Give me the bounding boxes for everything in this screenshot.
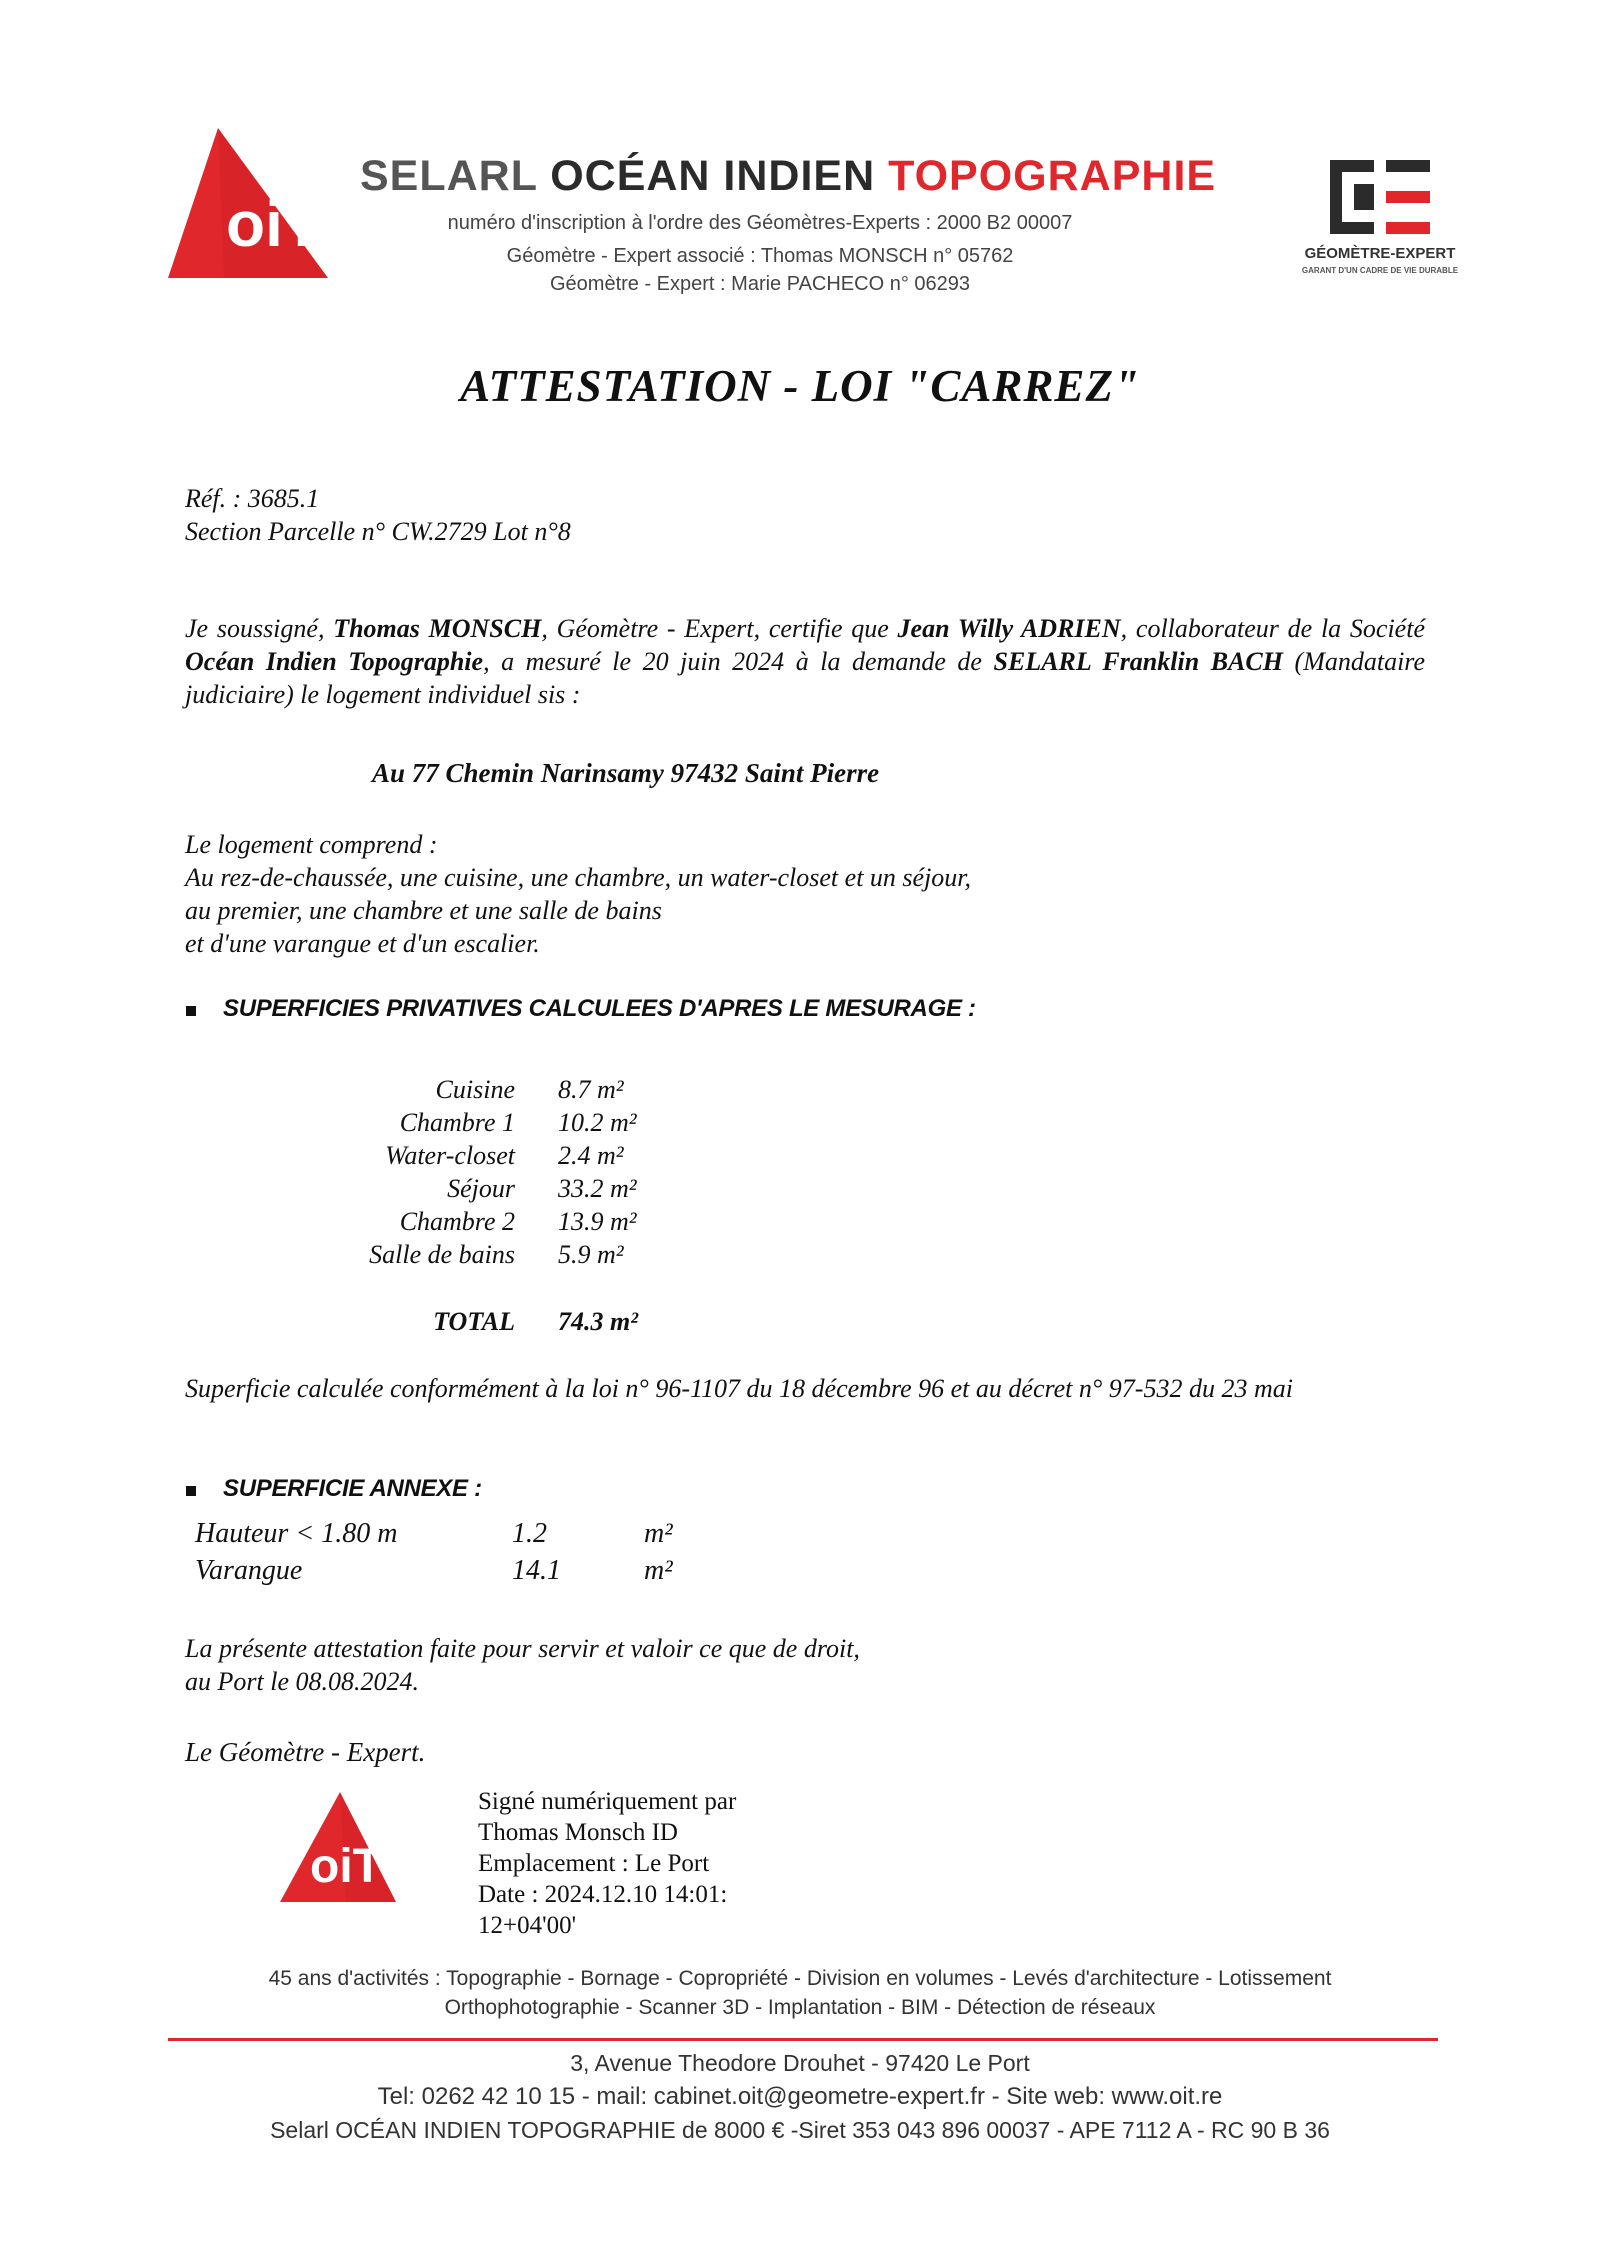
- signature-line: Signé numériquement par: [478, 1788, 737, 1815]
- parcel-section: Section Parcelle n° CW.2729 Lot n°8: [185, 517, 571, 546]
- total-label: TOTAL: [433, 1307, 515, 1336]
- oit-logo-icon: [268, 1790, 398, 1912]
- company-prefix: SELARL: [360, 152, 538, 200]
- reference-number: Réf. : 3685.1: [185, 484, 320, 513]
- company-name: Océan Indien Topographie: [185, 647, 484, 676]
- room-area: 8.7 m²: [558, 1075, 624, 1104]
- room-label: Water-closet: [385, 1141, 515, 1170]
- geometre-expert-logo-icon: [1330, 160, 1430, 234]
- logo-text: oiT: [226, 188, 322, 260]
- footer-activities: 45 ans d'activités : Topographie - Bornage - Copropriété - Division en volumes - Levés d'architecture - Lotissement: [268, 1967, 1332, 1990]
- bullet-icon: [186, 1006, 196, 1016]
- geometre-expert-caption: GÉOMÈTRE-EXPERT: [1304, 245, 1456, 262]
- room-label: Chambre 2: [399, 1207, 515, 1236]
- expert-name: Thomas MONSCH: [333, 614, 542, 643]
- annex-label: Varangue: [195, 1555, 303, 1586]
- legal-reference: Superficie calculée conformément à la loi n° 96-1107 du 18 décembre 96 et au décret n° 97-532 du 23 mai: [185, 1374, 1293, 1403]
- property-address: Au 77 Chemin Narinsamy 97432 Saint Pierre: [372, 758, 880, 788]
- composition-line: Au rez-de-chaussée, une cuisine, une chambre, un water-closet et un séjour,: [185, 863, 972, 892]
- certification-paragraph: Je soussigné, Thomas MONSCH, Géomètre - Expert, certifie que Jean Willy ADRIEN, collaborateur de la Société Océan Indien Topographie, a mesuré le 20 juin 2024 à la demande de SELARL Franklin BACH (Mandataire judiciaire) le logement individuel sis :: [185, 614, 1425, 709]
- room-label: Salle de bains: [369, 1240, 515, 1269]
- room-area: 5.9 m²: [558, 1240, 624, 1269]
- room-area: 13.9 m²: [558, 1207, 637, 1236]
- private-surfaces-heading: SUPERFICIES PRIVATIVES CALCULEES D'APRES LE MESURAGE :: [223, 995, 976, 1022]
- geometre-expert-tagline: GARANT D'UN CADRE DE VIE DURABLE: [1301, 266, 1459, 275]
- annex-value: 1.2: [512, 1518, 547, 1549]
- composition-line: Le logement comprend :: [185, 830, 438, 859]
- collaborator-name: Jean Willy ADRIEN: [897, 614, 1121, 643]
- signature-line: Emplacement : Le Port: [478, 1850, 710, 1877]
- composition-line: au premier, une chambre et une salle de bains: [185, 896, 662, 925]
- document-title: ATTESTATION - LOI "CARREZ": [460, 361, 1140, 411]
- annex-label: Hauteur < 1.80 m: [195, 1518, 398, 1549]
- footer-activities-2: Orthophotographie - Scanner 3D - Implantation - BIM - Détection de réseaux: [444, 1996, 1156, 2019]
- annex-unit: m²: [644, 1518, 673, 1549]
- footer-legal: Selarl OCÉAN INDIEN TOPOGRAPHIE de 8000 € -Siret 353 043 896 00037 - APE 7112 A - RC 90 B 36: [270, 2117, 1330, 2143]
- digital-signature-block: [478, 1786, 736, 1941]
- signature-line: 12+04'00': [478, 1912, 577, 1939]
- annex-unit: m²: [644, 1555, 673, 1586]
- signature-line: Date : 2024.12.10 14:01:: [478, 1881, 728, 1908]
- associate-line: Géomètre - Expert associé : Thomas MONSCH n° 05762: [506, 245, 1014, 267]
- company-name-part1: OCÉAN INDIEN: [550, 152, 876, 200]
- room-label: Chambre 1: [399, 1108, 515, 1137]
- registration-line: numéro d'inscription à l'ordre des Géomètres-Experts : 2000 B2 00007: [447, 212, 1073, 234]
- signature-line: Thomas Monsch ID: [478, 1819, 678, 1846]
- oit-logo-icon: [168, 128, 328, 278]
- room-label: Séjour: [447, 1174, 515, 1203]
- signer-title: Le Géomètre - Expert.: [185, 1737, 426, 1767]
- footer-address: 3, Avenue Theodore Drouhet - 97420 Le Port: [570, 2050, 1030, 2076]
- room-area: 10.2 m²: [558, 1108, 637, 1137]
- company-title: [360, 152, 1260, 201]
- room-area: 2.4 m²: [558, 1141, 624, 1170]
- bullet-icon: [186, 1486, 196, 1496]
- room-label: Cuisine: [435, 1075, 515, 1104]
- annex-surface-heading: SUPERFICIE ANNEXE :: [223, 1475, 482, 1502]
- room-area: 33.2 m²: [558, 1174, 637, 1203]
- composition-line: et d'une varangue et d'un escalier.: [185, 929, 540, 958]
- expert-line: Géomètre - Expert : Marie PACHECO n° 06293: [549, 273, 970, 295]
- footer-contact: Tel: 0262 42 10 15 - mail: cabinet.oit@geometre-expert.fr - Site web: www.oit.re: [377, 2083, 1223, 2110]
- footer-divider: [168, 2038, 1438, 2041]
- logo-text: oiT: [310, 1840, 382, 1893]
- total-area: 74.3 m²: [558, 1307, 639, 1336]
- client-name: SELARL Franklin BACH: [993, 647, 1283, 676]
- annex-value: 14.1: [512, 1555, 561, 1586]
- closing-statement: La présente attestation faite pour servir et valoir ce que de droit, au Port le 08.08.2024.: [185, 1634, 860, 1696]
- company-name-part2: TOPOGRAPHIE: [888, 152, 1217, 200]
